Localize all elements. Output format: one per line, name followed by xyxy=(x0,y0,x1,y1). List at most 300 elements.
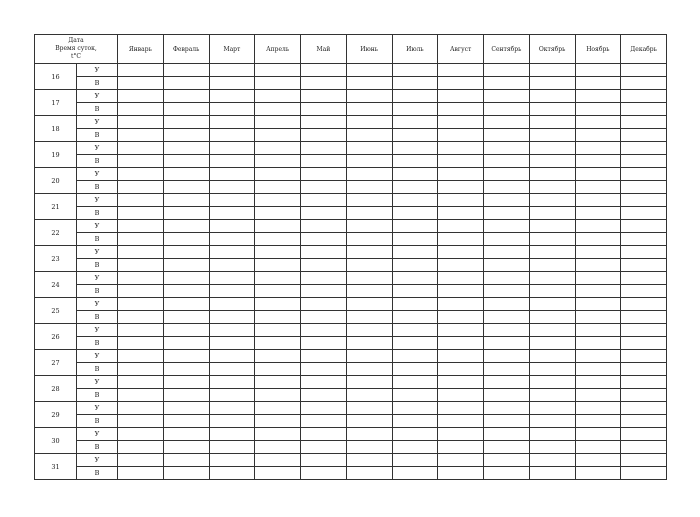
temperature-cell[interactable] xyxy=(118,77,164,90)
temperature-cell[interactable] xyxy=(392,77,438,90)
temperature-cell[interactable] xyxy=(438,350,484,363)
temperature-cell[interactable] xyxy=(255,142,301,155)
temperature-cell[interactable] xyxy=(484,376,530,389)
temperature-cell[interactable] xyxy=(118,350,164,363)
temperature-cell[interactable] xyxy=(575,428,621,441)
temperature-cell[interactable] xyxy=(301,194,347,207)
temperature-cell[interactable] xyxy=(392,116,438,129)
temperature-cell[interactable] xyxy=(438,220,484,233)
temperature-cell[interactable] xyxy=(301,337,347,350)
temperature-cell[interactable] xyxy=(163,168,209,181)
temperature-cell[interactable] xyxy=(118,155,164,168)
temperature-cell[interactable] xyxy=(118,64,164,77)
temperature-cell[interactable] xyxy=(621,64,667,77)
temperature-cell[interactable] xyxy=(163,116,209,129)
temperature-cell[interactable] xyxy=(301,311,347,324)
temperature-cell[interactable] xyxy=(163,64,209,77)
temperature-cell[interactable] xyxy=(529,142,575,155)
temperature-cell[interactable] xyxy=(118,376,164,389)
temperature-cell[interactable] xyxy=(529,298,575,311)
temperature-cell[interactable] xyxy=(529,324,575,337)
temperature-cell[interactable] xyxy=(621,454,667,467)
temperature-cell[interactable] xyxy=(621,376,667,389)
temperature-cell[interactable] xyxy=(163,103,209,116)
temperature-cell[interactable] xyxy=(575,103,621,116)
temperature-cell[interactable] xyxy=(392,194,438,207)
temperature-cell[interactable] xyxy=(118,246,164,259)
temperature-cell[interactable] xyxy=(255,363,301,376)
temperature-cell[interactable] xyxy=(209,116,255,129)
temperature-cell[interactable] xyxy=(163,246,209,259)
temperature-cell[interactable] xyxy=(529,194,575,207)
temperature-cell[interactable] xyxy=(301,155,347,168)
temperature-cell[interactable] xyxy=(346,142,392,155)
temperature-cell[interactable] xyxy=(575,155,621,168)
temperature-cell[interactable] xyxy=(392,103,438,116)
temperature-cell[interactable] xyxy=(209,129,255,142)
temperature-cell[interactable] xyxy=(118,259,164,272)
temperature-cell[interactable] xyxy=(346,311,392,324)
temperature-cell[interactable] xyxy=(255,441,301,454)
temperature-cell[interactable] xyxy=(163,324,209,337)
temperature-cell[interactable] xyxy=(575,350,621,363)
temperature-cell[interactable] xyxy=(438,402,484,415)
temperature-cell[interactable] xyxy=(392,402,438,415)
temperature-cell[interactable] xyxy=(529,402,575,415)
temperature-cell[interactable] xyxy=(301,428,347,441)
temperature-cell[interactable] xyxy=(301,363,347,376)
temperature-cell[interactable] xyxy=(209,441,255,454)
temperature-cell[interactable] xyxy=(255,64,301,77)
temperature-cell[interactable] xyxy=(438,168,484,181)
temperature-cell[interactable] xyxy=(392,350,438,363)
temperature-cell[interactable] xyxy=(255,103,301,116)
temperature-cell[interactable] xyxy=(118,90,164,103)
temperature-cell[interactable] xyxy=(529,168,575,181)
temperature-cell[interactable] xyxy=(529,337,575,350)
temperature-cell[interactable] xyxy=(209,64,255,77)
temperature-cell[interactable] xyxy=(301,272,347,285)
temperature-cell[interactable] xyxy=(209,298,255,311)
temperature-cell[interactable] xyxy=(301,285,347,298)
temperature-cell[interactable] xyxy=(438,467,484,480)
temperature-cell[interactable] xyxy=(392,181,438,194)
temperature-cell[interactable] xyxy=(575,467,621,480)
temperature-cell[interactable] xyxy=(118,415,164,428)
temperature-cell[interactable] xyxy=(118,337,164,350)
temperature-cell[interactable] xyxy=(575,298,621,311)
temperature-cell[interactable] xyxy=(621,402,667,415)
temperature-cell[interactable] xyxy=(484,142,530,155)
temperature-cell[interactable] xyxy=(529,129,575,142)
temperature-cell[interactable] xyxy=(209,77,255,90)
temperature-cell[interactable] xyxy=(392,155,438,168)
temperature-cell[interactable] xyxy=(484,350,530,363)
temperature-cell[interactable] xyxy=(346,259,392,272)
temperature-cell[interactable] xyxy=(484,311,530,324)
temperature-cell[interactable] xyxy=(255,402,301,415)
temperature-cell[interactable] xyxy=(484,415,530,428)
temperature-cell[interactable] xyxy=(621,389,667,402)
temperature-cell[interactable] xyxy=(529,64,575,77)
temperature-cell[interactable] xyxy=(529,467,575,480)
temperature-cell[interactable] xyxy=(255,194,301,207)
temperature-cell[interactable] xyxy=(392,298,438,311)
temperature-cell[interactable] xyxy=(529,181,575,194)
temperature-cell[interactable] xyxy=(118,220,164,233)
temperature-cell[interactable] xyxy=(346,233,392,246)
temperature-cell[interactable] xyxy=(163,181,209,194)
temperature-cell[interactable] xyxy=(438,454,484,467)
temperature-cell[interactable] xyxy=(163,90,209,103)
temperature-cell[interactable] xyxy=(621,467,667,480)
temperature-cell[interactable] xyxy=(392,467,438,480)
temperature-cell[interactable] xyxy=(392,259,438,272)
temperature-cell[interactable] xyxy=(529,350,575,363)
temperature-cell[interactable] xyxy=(209,454,255,467)
temperature-cell[interactable] xyxy=(438,285,484,298)
temperature-cell[interactable] xyxy=(392,454,438,467)
temperature-cell[interactable] xyxy=(575,272,621,285)
temperature-cell[interactable] xyxy=(575,168,621,181)
temperature-cell[interactable] xyxy=(255,220,301,233)
temperature-cell[interactable] xyxy=(529,259,575,272)
temperature-cell[interactable] xyxy=(163,467,209,480)
temperature-cell[interactable] xyxy=(346,376,392,389)
temperature-cell[interactable] xyxy=(163,220,209,233)
temperature-cell[interactable] xyxy=(301,142,347,155)
temperature-cell[interactable] xyxy=(209,155,255,168)
temperature-cell[interactable] xyxy=(438,272,484,285)
temperature-cell[interactable] xyxy=(621,311,667,324)
temperature-cell[interactable] xyxy=(621,142,667,155)
temperature-cell[interactable] xyxy=(346,181,392,194)
temperature-cell[interactable] xyxy=(118,454,164,467)
temperature-cell[interactable] xyxy=(392,324,438,337)
temperature-cell[interactable] xyxy=(484,181,530,194)
temperature-cell[interactable] xyxy=(438,207,484,220)
temperature-cell[interactable] xyxy=(209,259,255,272)
temperature-cell[interactable] xyxy=(118,285,164,298)
temperature-cell[interactable] xyxy=(484,259,530,272)
temperature-cell[interactable] xyxy=(209,389,255,402)
temperature-cell[interactable] xyxy=(621,337,667,350)
temperature-cell[interactable] xyxy=(163,129,209,142)
temperature-cell[interactable] xyxy=(575,246,621,259)
temperature-cell[interactable] xyxy=(484,324,530,337)
temperature-cell[interactable] xyxy=(438,311,484,324)
temperature-cell[interactable] xyxy=(484,116,530,129)
temperature-cell[interactable] xyxy=(484,77,530,90)
temperature-cell[interactable] xyxy=(301,441,347,454)
temperature-cell[interactable] xyxy=(392,220,438,233)
temperature-cell[interactable] xyxy=(529,415,575,428)
temperature-cell[interactable] xyxy=(163,142,209,155)
temperature-cell[interactable] xyxy=(118,116,164,129)
temperature-cell[interactable] xyxy=(438,77,484,90)
temperature-cell[interactable] xyxy=(484,168,530,181)
temperature-cell[interactable] xyxy=(621,441,667,454)
temperature-cell[interactable] xyxy=(118,298,164,311)
temperature-cell[interactable] xyxy=(438,116,484,129)
temperature-cell[interactable] xyxy=(529,428,575,441)
temperature-cell[interactable] xyxy=(392,129,438,142)
temperature-cell[interactable] xyxy=(209,376,255,389)
temperature-cell[interactable] xyxy=(529,363,575,376)
temperature-cell[interactable] xyxy=(438,194,484,207)
temperature-cell[interactable] xyxy=(621,324,667,337)
temperature-cell[interactable] xyxy=(484,129,530,142)
temperature-cell[interactable] xyxy=(163,350,209,363)
temperature-cell[interactable] xyxy=(529,285,575,298)
temperature-cell[interactable] xyxy=(255,90,301,103)
temperature-cell[interactable] xyxy=(346,272,392,285)
temperature-cell[interactable] xyxy=(346,90,392,103)
temperature-cell[interactable] xyxy=(346,428,392,441)
temperature-cell[interactable] xyxy=(484,441,530,454)
temperature-cell[interactable] xyxy=(209,90,255,103)
temperature-cell[interactable] xyxy=(438,181,484,194)
temperature-cell[interactable] xyxy=(255,155,301,168)
temperature-cell[interactable] xyxy=(209,207,255,220)
temperature-cell[interactable] xyxy=(255,428,301,441)
temperature-cell[interactable] xyxy=(484,402,530,415)
temperature-cell[interactable] xyxy=(392,285,438,298)
temperature-cell[interactable] xyxy=(163,233,209,246)
temperature-cell[interactable] xyxy=(392,363,438,376)
temperature-cell[interactable] xyxy=(575,389,621,402)
temperature-cell[interactable] xyxy=(346,363,392,376)
temperature-cell[interactable] xyxy=(621,155,667,168)
temperature-cell[interactable] xyxy=(484,246,530,259)
temperature-cell[interactable] xyxy=(621,90,667,103)
temperature-cell[interactable] xyxy=(163,428,209,441)
temperature-cell[interactable] xyxy=(255,129,301,142)
temperature-cell[interactable] xyxy=(392,207,438,220)
temperature-cell[interactable] xyxy=(346,337,392,350)
temperature-cell[interactable] xyxy=(484,454,530,467)
temperature-cell[interactable] xyxy=(529,246,575,259)
temperature-cell[interactable] xyxy=(484,298,530,311)
temperature-cell[interactable] xyxy=(392,64,438,77)
temperature-cell[interactable] xyxy=(438,103,484,116)
temperature-cell[interactable] xyxy=(118,467,164,480)
temperature-cell[interactable] xyxy=(209,467,255,480)
temperature-cell[interactable] xyxy=(301,233,347,246)
temperature-cell[interactable] xyxy=(118,272,164,285)
temperature-cell[interactable] xyxy=(529,311,575,324)
temperature-cell[interactable] xyxy=(484,337,530,350)
temperature-cell[interactable] xyxy=(529,155,575,168)
temperature-cell[interactable] xyxy=(255,311,301,324)
temperature-cell[interactable] xyxy=(118,194,164,207)
temperature-cell[interactable] xyxy=(621,220,667,233)
temperature-cell[interactable] xyxy=(209,324,255,337)
temperature-cell[interactable] xyxy=(255,272,301,285)
temperature-cell[interactable] xyxy=(438,428,484,441)
temperature-cell[interactable] xyxy=(621,207,667,220)
temperature-cell[interactable] xyxy=(438,129,484,142)
temperature-cell[interactable] xyxy=(209,246,255,259)
temperature-cell[interactable] xyxy=(575,402,621,415)
temperature-cell[interactable] xyxy=(575,90,621,103)
temperature-cell[interactable] xyxy=(255,168,301,181)
temperature-cell[interactable] xyxy=(392,90,438,103)
temperature-cell[interactable] xyxy=(438,64,484,77)
temperature-cell[interactable] xyxy=(438,155,484,168)
temperature-cell[interactable] xyxy=(301,389,347,402)
temperature-cell[interactable] xyxy=(346,220,392,233)
temperature-cell[interactable] xyxy=(118,233,164,246)
temperature-cell[interactable] xyxy=(163,389,209,402)
temperature-cell[interactable] xyxy=(484,90,530,103)
temperature-cell[interactable] xyxy=(301,168,347,181)
temperature-cell[interactable] xyxy=(346,389,392,402)
temperature-cell[interactable] xyxy=(575,220,621,233)
temperature-cell[interactable] xyxy=(301,64,347,77)
temperature-cell[interactable] xyxy=(118,428,164,441)
temperature-cell[interactable] xyxy=(392,272,438,285)
temperature-cell[interactable] xyxy=(301,402,347,415)
temperature-cell[interactable] xyxy=(346,298,392,311)
temperature-cell[interactable] xyxy=(438,142,484,155)
temperature-cell[interactable] xyxy=(209,363,255,376)
temperature-cell[interactable] xyxy=(621,77,667,90)
temperature-cell[interactable] xyxy=(621,259,667,272)
temperature-cell[interactable] xyxy=(209,285,255,298)
temperature-cell[interactable] xyxy=(621,194,667,207)
temperature-cell[interactable] xyxy=(255,77,301,90)
temperature-cell[interactable] xyxy=(438,376,484,389)
temperature-cell[interactable] xyxy=(255,337,301,350)
temperature-cell[interactable] xyxy=(621,415,667,428)
temperature-cell[interactable] xyxy=(209,168,255,181)
temperature-cell[interactable] xyxy=(118,441,164,454)
temperature-cell[interactable] xyxy=(346,116,392,129)
temperature-cell[interactable] xyxy=(209,415,255,428)
temperature-cell[interactable] xyxy=(163,155,209,168)
temperature-cell[interactable] xyxy=(346,441,392,454)
temperature-cell[interactable] xyxy=(575,77,621,90)
temperature-cell[interactable] xyxy=(484,285,530,298)
temperature-cell[interactable] xyxy=(118,311,164,324)
temperature-cell[interactable] xyxy=(118,181,164,194)
temperature-cell[interactable] xyxy=(392,415,438,428)
temperature-cell[interactable] xyxy=(301,129,347,142)
temperature-cell[interactable] xyxy=(621,116,667,129)
temperature-cell[interactable] xyxy=(163,415,209,428)
temperature-cell[interactable] xyxy=(301,324,347,337)
temperature-cell[interactable] xyxy=(346,64,392,77)
temperature-cell[interactable] xyxy=(484,103,530,116)
temperature-cell[interactable] xyxy=(301,350,347,363)
temperature-cell[interactable] xyxy=(575,285,621,298)
temperature-cell[interactable] xyxy=(484,194,530,207)
temperature-cell[interactable] xyxy=(621,272,667,285)
temperature-cell[interactable] xyxy=(346,324,392,337)
temperature-cell[interactable] xyxy=(621,168,667,181)
temperature-cell[interactable] xyxy=(621,129,667,142)
temperature-cell[interactable] xyxy=(484,467,530,480)
temperature-cell[interactable] xyxy=(346,194,392,207)
temperature-cell[interactable] xyxy=(163,77,209,90)
temperature-cell[interactable] xyxy=(301,207,347,220)
temperature-cell[interactable] xyxy=(575,129,621,142)
temperature-cell[interactable] xyxy=(255,350,301,363)
temperature-cell[interactable] xyxy=(346,415,392,428)
temperature-cell[interactable] xyxy=(301,181,347,194)
temperature-cell[interactable] xyxy=(392,246,438,259)
temperature-cell[interactable] xyxy=(529,103,575,116)
temperature-cell[interactable] xyxy=(484,207,530,220)
temperature-cell[interactable] xyxy=(163,194,209,207)
temperature-cell[interactable] xyxy=(301,116,347,129)
temperature-cell[interactable] xyxy=(392,376,438,389)
temperature-cell[interactable] xyxy=(529,454,575,467)
temperature-cell[interactable] xyxy=(209,311,255,324)
temperature-cell[interactable] xyxy=(209,233,255,246)
temperature-cell[interactable] xyxy=(575,259,621,272)
temperature-cell[interactable] xyxy=(255,454,301,467)
temperature-cell[interactable] xyxy=(575,233,621,246)
temperature-cell[interactable] xyxy=(118,142,164,155)
temperature-cell[interactable] xyxy=(621,363,667,376)
temperature-cell[interactable] xyxy=(118,324,164,337)
temperature-cell[interactable] xyxy=(621,233,667,246)
temperature-cell[interactable] xyxy=(301,77,347,90)
temperature-cell[interactable] xyxy=(575,142,621,155)
temperature-cell[interactable] xyxy=(255,415,301,428)
temperature-cell[interactable] xyxy=(575,376,621,389)
temperature-cell[interactable] xyxy=(346,207,392,220)
temperature-cell[interactable] xyxy=(209,181,255,194)
temperature-cell[interactable] xyxy=(163,363,209,376)
temperature-cell[interactable] xyxy=(255,116,301,129)
temperature-cell[interactable] xyxy=(346,350,392,363)
temperature-cell[interactable] xyxy=(118,103,164,116)
temperature-cell[interactable] xyxy=(392,441,438,454)
temperature-cell[interactable] xyxy=(575,454,621,467)
temperature-cell[interactable] xyxy=(392,311,438,324)
temperature-cell[interactable] xyxy=(163,207,209,220)
temperature-cell[interactable] xyxy=(301,90,347,103)
temperature-cell[interactable] xyxy=(346,155,392,168)
temperature-cell[interactable] xyxy=(301,454,347,467)
temperature-cell[interactable] xyxy=(301,415,347,428)
temperature-cell[interactable] xyxy=(621,285,667,298)
temperature-cell[interactable] xyxy=(255,285,301,298)
temperature-cell[interactable] xyxy=(255,207,301,220)
temperature-cell[interactable] xyxy=(621,246,667,259)
temperature-cell[interactable] xyxy=(255,376,301,389)
temperature-cell[interactable] xyxy=(575,181,621,194)
temperature-cell[interactable] xyxy=(209,272,255,285)
temperature-cell[interactable] xyxy=(438,337,484,350)
temperature-cell[interactable] xyxy=(163,376,209,389)
temperature-cell[interactable] xyxy=(118,168,164,181)
temperature-cell[interactable] xyxy=(346,285,392,298)
temperature-cell[interactable] xyxy=(575,311,621,324)
temperature-cell[interactable] xyxy=(438,259,484,272)
temperature-cell[interactable] xyxy=(438,246,484,259)
temperature-cell[interactable] xyxy=(484,363,530,376)
temperature-cell[interactable] xyxy=(438,363,484,376)
temperature-cell[interactable] xyxy=(438,90,484,103)
temperature-cell[interactable] xyxy=(621,350,667,363)
temperature-cell[interactable] xyxy=(301,220,347,233)
temperature-cell[interactable] xyxy=(575,64,621,77)
temperature-cell[interactable] xyxy=(529,389,575,402)
